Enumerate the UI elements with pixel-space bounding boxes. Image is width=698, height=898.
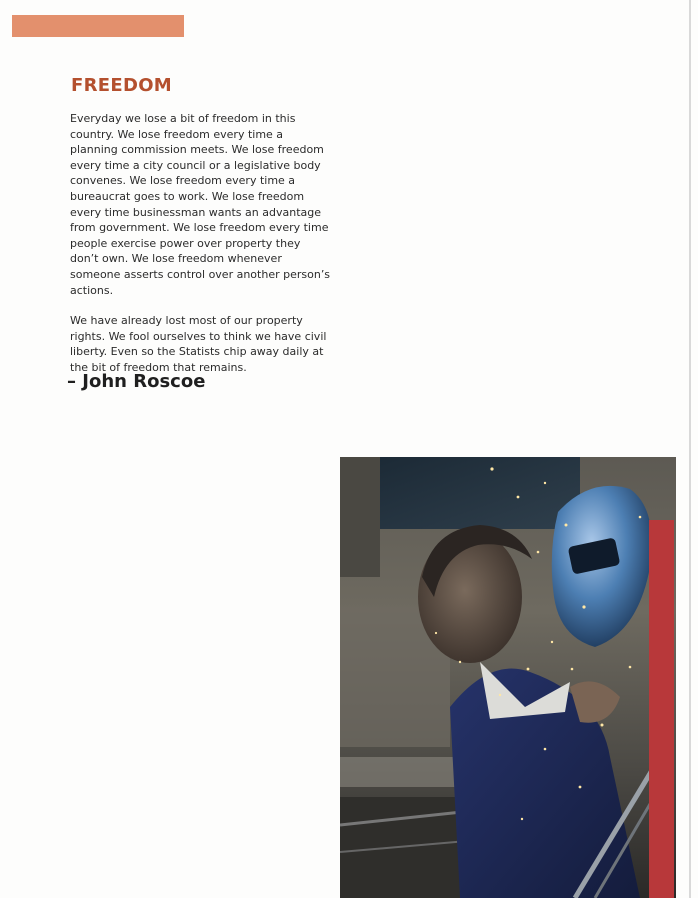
accent-side-bar [649, 520, 674, 898]
quote-paragraph-1: Everyday we lose a bit of freedom in this country. We lose freedom every time a planning commission meets. We lose freedom every time a city council or a legislative body convenes. We lose freedom every time a bureaucrat goes to work. We lose freedom every time businessman wants an advantage from government. We lose freedom every time people exercise power over property they don’t own. We lose freedom whenever someone asserts control over another person’s actions. [70, 112, 331, 297]
page-edge-shadow [689, 0, 691, 898]
page-title: FREEDOM [71, 75, 173, 96]
quote-body [70, 111, 332, 391]
quote-attribution: – John Roscoe [67, 371, 206, 392]
quote-paragraph-2: We have already lost most of our property rights. We fool ourselves to think we have civil liberty. Even so the Statists chip away daily at the bit of freedom that remains. [70, 314, 327, 374]
accent-bar [12, 15, 184, 37]
welder-photo [340, 457, 676, 898]
